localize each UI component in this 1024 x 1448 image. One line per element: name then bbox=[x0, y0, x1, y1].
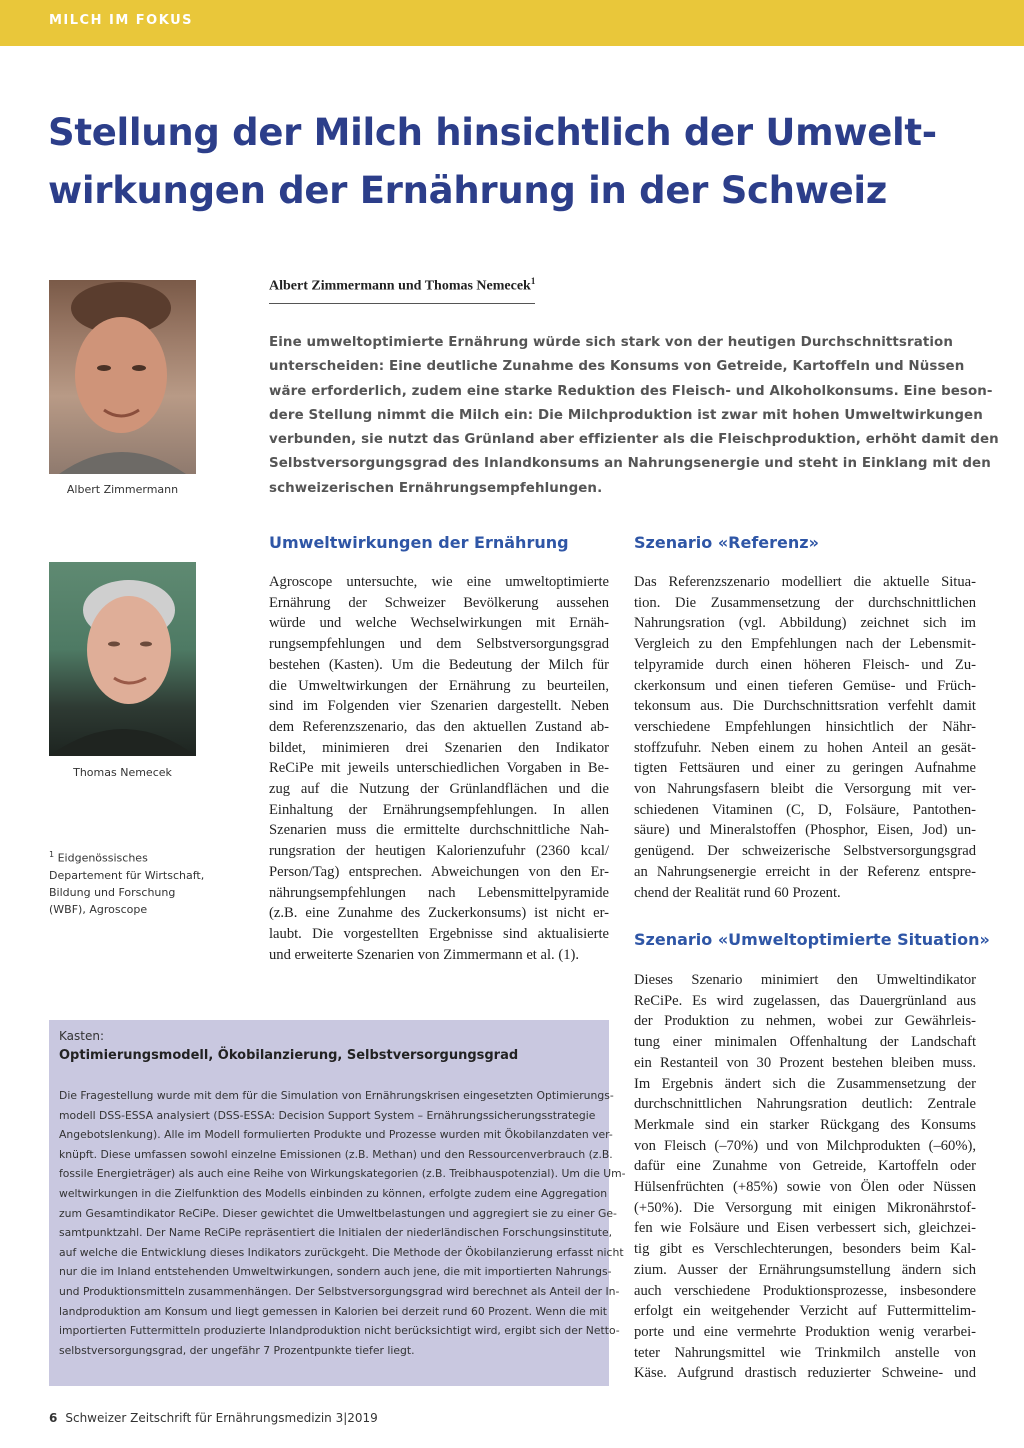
text-line: rungsempfehlungen und dem Selbstversorgungsgrad bbox=[269, 636, 609, 653]
text-line: zium. Ausser der Ernährungsumstellung ändern sich bbox=[634, 1261, 976, 1278]
text-line: nährungsempfehlungen nach Lebensmittelpyramide bbox=[269, 884, 609, 901]
text-line: rungsration der heutigen Kalorienzufuhr (2360 kcal/ bbox=[269, 843, 609, 860]
section-header-bar bbox=[0, 0, 1024, 46]
affiliation-line: Bildung und Forschung bbox=[49, 885, 176, 899]
text-line: und erweiterte Szenarien von Zimmermann et al. (1). bbox=[269, 946, 579, 963]
affiliation-line: (WBF), Agroscope bbox=[49, 902, 148, 916]
text-line: tig gibt es Verschlechterungen, besonders beim Kal- bbox=[634, 1241, 976, 1258]
text-line: Merkmale sind ein starker Rückgang des Konsums bbox=[634, 1116, 976, 1133]
text-line: Ernährung der Schweizer Bevölkerung aussehen bbox=[269, 594, 609, 611]
journal-name: Schweizer Zeitschrift für Ernährungsmedizin 3|2019 bbox=[65, 1411, 378, 1425]
text-line: tekonsum aus. Die Durchschnittsration verfehlt damit bbox=[634, 698, 976, 715]
text-line: ein Restanteil von 30 Prozent bestehen bleiben muss. bbox=[634, 1054, 976, 1071]
text-line: Dieses Szenario minimiert den Umweltindikator bbox=[634, 972, 976, 988]
text-line: Nahrungsration (vgl. Abbildung) zeichnet sich im bbox=[634, 615, 976, 632]
text-line: ReCiPe. Es wird zugelassen, das Dauergrünland aus bbox=[634, 992, 976, 1009]
text-line: zug auf die Nutzung der Grünlandflächen und die bbox=[269, 781, 609, 798]
box-line: und Produktionsmitteln zusammenhängen. Der Selbstversorgungsgrad wird berechnet als Anteil der In- bbox=[59, 1284, 620, 1298]
text-line: (z.B. eine Zunahme des Zuckerkonsums) ist nicht er- bbox=[269, 905, 609, 922]
title-line: wirkungen der Ernährung in der Schweiz bbox=[48, 169, 888, 212]
portrait-image bbox=[49, 562, 196, 756]
box-line: landproduktion am Konsum und liegt gemessen in Kalorien bei derzeit rund 60 Prozent. Wenn die mit bbox=[59, 1304, 607, 1318]
box-line: Die Fragestellung wurde mit dem für die Simulation von Ernährungskrisen eingesetzten Optimierungs- bbox=[59, 1089, 614, 1102]
text-line: dafür eine Zunahme von Getreide, Kartoffeln oder bbox=[634, 1158, 976, 1175]
text-line: von Nahrungsfasern bleibt die Versorgung mit ver- bbox=[634, 781, 976, 798]
text-line: stoffzufuhr. Neben einem zu hohen Anteil an gesät- bbox=[634, 739, 976, 756]
text-line: porte und eine vermehrte Produktion wenig verarbei- bbox=[634, 1323, 976, 1340]
author-names: Albert Zimmermann und Thomas Nemecek bbox=[269, 278, 531, 294]
section-heading-referenz: Szenario «Referenz» bbox=[634, 533, 819, 552]
text-line: der Produktion zu nehmen, wobei zur Gewährleis- bbox=[634, 1013, 976, 1030]
title-line: Stellung der Milch hinsichtlich der Umwelt- bbox=[48, 111, 937, 154]
box-line: importierten Futtermitteln produzierte Inlandproduktion nicht berücksichtigt wird, ergibt sich der Netto- bbox=[59, 1324, 620, 1338]
photo-caption: Albert Zimmermann bbox=[66, 483, 179, 496]
box-line: fossile Energieträger) als auch eine Reihe von Wirkungskategorien (z.B. Treibhauspotenzial). Um die Um- bbox=[59, 1167, 626, 1181]
box-line: knüpft. Diese umfassen sowohl einzelne Emissionen (z.B. Methan) und den Ressourcenverbrauch (z.B. bbox=[59, 1147, 613, 1161]
text-line: Das Referenzszenario modelliert die aktuelle Situa- bbox=[634, 574, 976, 590]
text-line: Szenarien muss die ermittelte durchschnittliche Nah- bbox=[269, 822, 609, 839]
box-line: nur die im Inland entstehenden Umweltwirkungen, sondern auch jene, die mit importierten Nahrungs- bbox=[59, 1265, 612, 1279]
lead-line: Selbstversorgungsgrad des Inlandkonsums an Nahrungsenergie und steht in Einklang mit den bbox=[269, 456, 991, 472]
box-body bbox=[59, 1086, 626, 1360]
lead-line: wäre erforderlich, zudem eine starke Reduktion des Fleisch- und Alkoholkonsums. Eine beson- bbox=[269, 383, 993, 399]
text-line: bestehen (Kasten). Um die Bedeutung der Milch für bbox=[269, 656, 609, 673]
text-line: auch verschiedene Produktionsprozesse, insbesondere bbox=[634, 1282, 976, 1299]
text-line: ckerkonsum und einen tieferen Gemüse- und Früch- bbox=[634, 677, 976, 694]
box-title: Optimierungsmodell, Ökobilanzierung, Selbstversorgungsgrad bbox=[59, 1048, 519, 1063]
lead-line: verbunden, sie nutzt das Grünland aber effizienter als die Fleischproduktion, erhöht damit den bbox=[269, 432, 999, 448]
text-line: ReCiPe mit jeweils unterschiedlichen Vorgaben in Be- bbox=[269, 760, 609, 777]
text-line: bildet, minimieren drei Szenarien den Indikator bbox=[269, 739, 609, 756]
page-number: 6 bbox=[49, 1411, 58, 1425]
lead-line: unterscheiden: Eine deutliche Zunahme des Konsums von Getreide, Kartoffeln und Nüssen bbox=[269, 359, 965, 375]
text-line: an Nahrungsenergie erreicht in der Referenz entspre- bbox=[634, 863, 976, 880]
text-line: Käse. Aufgrund drastisch reduzierter Schweine- und bbox=[634, 1365, 976, 1382]
box-line: selbstversorgungsgrad, der ungefähr 7 Prozentpunkte tiefer liegt. bbox=[59, 1343, 415, 1357]
text-line: erfolgt ein weitgehender Verzicht auf Futtermittelim- bbox=[634, 1303, 976, 1320]
box-line: samtpunktzahl. Der Name ReCiPe repräsentiert die Initialen der niederländischen Forschungsinstitute, bbox=[59, 1226, 613, 1240]
body-column-right-umweltoptimiert bbox=[634, 970, 976, 1384]
body-column-left bbox=[269, 572, 609, 965]
text-line: Hülsenfrüchten (+85%) sowie von Ölen oder Nüssen bbox=[634, 1179, 976, 1196]
author-photo-zimmermann bbox=[49, 280, 196, 474]
text-line: dem Referenzszenario, das den aktuellen Zustand ab- bbox=[269, 718, 609, 735]
section-label: MILCH IM FOKUS bbox=[49, 13, 193, 28]
section-heading-umweltoptimiert: Szenario «Umweltoptimierte Situation» bbox=[634, 930, 990, 949]
text-line: laubt. Die vorgestellten Ergebnisse sind aktualisierte bbox=[269, 925, 609, 942]
lead-line: Eine umweltoptimierte Ernährung würde sich stark von der heutigen Durchschnittsration bbox=[269, 335, 953, 350]
text-line: chend der Realität rund 60 Prozent. bbox=[634, 884, 841, 901]
affiliation-line: Eidgenössisches bbox=[57, 851, 148, 865]
box-line: zum Gesamtindikator ReCiPe. Dieser gewichtet die Umweltbelastungen und aggregiert sie zu einer Ge- bbox=[59, 1206, 617, 1220]
text-line: schiedenen Vitaminen (C, D, Folsäure, Pantothen- bbox=[634, 801, 976, 818]
box-line: modell DSS-ESSA analysiert (DSS-ESSA: Decision Support System – Ernährungssicherungsstrategie bbox=[59, 1108, 596, 1122]
text-line: Person/Tag) entsprechen. Abweichungen von den Er- bbox=[269, 863, 609, 880]
portrait-image bbox=[49, 280, 196, 474]
text-line: fen wie Folsäure und Eisen verbessert sich, gleichzei- bbox=[634, 1220, 976, 1237]
text-line: sind im Folgenden vier Szenarien dargestellt. Neben bbox=[269, 698, 609, 715]
text-line: Vergleich zu den Empfehlungen nach der Lebensmit- bbox=[634, 636, 976, 653]
text-line: von Fleisch (–70%) und von Milchprodukten (–60%), bbox=[634, 1137, 976, 1154]
text-line: die Umweltwirkungen der Ernährung zu beurteilen, bbox=[269, 677, 609, 694]
info-box-kasten bbox=[49, 1020, 626, 1386]
text-line: (+50%). Die Versorgung mit einigen Mikronährstof- bbox=[634, 1199, 976, 1216]
footnote-mark: 1 bbox=[530, 276, 536, 286]
box-line: auf welche die Entwicklung dieses Indikators zurückgeht. Die Methode der Ökobilanzierung erfasst nicht bbox=[59, 1245, 624, 1259]
author-affiliation bbox=[49, 846, 219, 918]
text-line: tigten Fettsäuren und einer zu geringen Aufnahme bbox=[634, 760, 976, 777]
body-column-right-referenz bbox=[634, 572, 976, 903]
lead-line: dere Stellung nimmt die Milch ein: Die Milchproduktion ist zwar mit hohen Umweltwirkungen bbox=[269, 407, 983, 423]
box-label: Kasten: bbox=[59, 1029, 104, 1043]
text-line: telpyramide durch einen höheren Fleisch- und Zu- bbox=[634, 656, 976, 673]
text-line: teter Nahrungsmittel wie Trinkmilch anstelle von bbox=[634, 1344, 976, 1361]
text-line: durchschnittlichen Nahrungsration deutlich: Zentrale bbox=[634, 1096, 976, 1113]
text-line: Agroscope untersuchte, wie eine umweltoptimierte bbox=[269, 574, 609, 590]
text-line: Einhaltung der Ernährungsempfehlungen. In allen bbox=[269, 801, 609, 818]
article-title bbox=[48, 104, 988, 220]
lead-paragraph bbox=[269, 331, 999, 501]
page-footer bbox=[49, 1411, 378, 1425]
photo-caption: Thomas Nemecek bbox=[73, 766, 172, 779]
footnote-mark: 1 bbox=[49, 850, 55, 859]
box-line: Angebotslenkung). Alle im Modell formulierten Produkte und Prozesse wurden mit Ökobilanzdaten ver- bbox=[59, 1128, 613, 1142]
affiliation-line: Departement für Wirtschaft, bbox=[49, 868, 205, 882]
lead-line: schweizerischen Ernährungsempfehlungen. bbox=[269, 480, 603, 496]
text-line: genügend. Der schweizerische Selbstversorgungsgrad bbox=[634, 843, 976, 860]
section-heading-umweltwirkungen: Umweltwirkungen der Ernährung bbox=[269, 533, 569, 552]
text-line: tung einer minimalen Offenhaltung der Landschaft bbox=[634, 1034, 976, 1051]
text-line: säure) und Mineralstoffen (Phosphor, Eisen, Jod) un- bbox=[634, 822, 976, 839]
author-line bbox=[269, 276, 535, 304]
author-photo-nemecek bbox=[49, 562, 196, 756]
box-line: weltwirkungen in die Zielfunktion des Modells einbinden zu können, erfolgte zudem eine Aggregation bbox=[59, 1186, 608, 1200]
text-line: würde und welche Wechselwirkungen mit Ernäh- bbox=[269, 615, 609, 632]
text-line: tion. Die Zusammensetzung der durchschnittlichen bbox=[634, 594, 976, 611]
text-line: Im Ergebnis ändert sich die Zusammensetzung der bbox=[634, 1075, 976, 1092]
text-line: verschiedene Empfehlungen hinsichtlich der Nähr- bbox=[634, 718, 976, 735]
